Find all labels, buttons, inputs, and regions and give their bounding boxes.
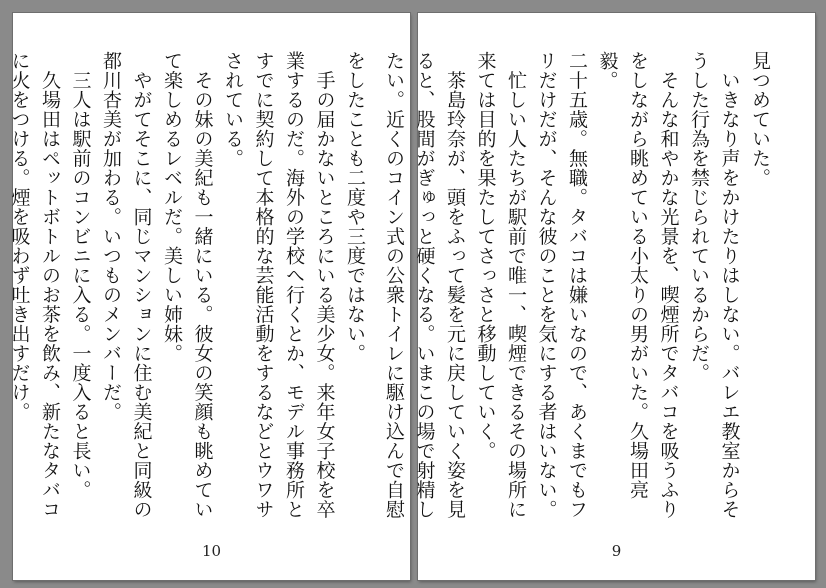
text-line: ると、股間がぎゅっと硬くなる。いまこの場で射精し (413, 51, 436, 519)
text-line: その妹の美紀も一緒にいる。彼女の笑顔も眺めてい (191, 51, 214, 519)
text-line: うした行為を禁じられているからだ。 (688, 51, 710, 383)
text-line: そんな和やかな光景を、喫煙所でタバコを吸うふり (657, 51, 680, 519)
text-line: をしたことも二度や三度ではない。 (344, 51, 366, 363)
text-line: て楽しめるレベルだ。美しい姉妹。 (161, 51, 183, 363)
text-line: 忙しい人たちが駅前で唯一、喫煙できるその場所に (505, 51, 527, 519)
text-line: やがてそこに、同じマンションに住む美紀と同級の (130, 51, 153, 519)
text-line: 都川杏美が加わる。いつものメンバーだ。 (100, 51, 122, 422)
text-line: 来ては目的を果たしてさっさと移動していく。 (474, 51, 497, 461)
text-line: されている。 (222, 51, 244, 168)
text-line: をしながら眺めている小太りの男がいた。久場田亮毅。 (596, 51, 649, 500)
text-line: 手の届かないところにいる美少女。来年女子校を卒 (313, 51, 336, 519)
text-line: に火をつける。煙を吸わず吐き出すだけ。 (8, 51, 31, 422)
text-line: すでに契約して本格的な芸能活動をするなどとウワサ (252, 51, 275, 519)
page-number: 9 (611, 542, 622, 560)
text-line: 久場田はペットボトルのお茶を飲み、新たなタバコ (39, 51, 61, 519)
right-page (383, 13, 815, 580)
page-number: 10 (201, 542, 222, 560)
left-page-text (8, 51, 370, 521)
text-line: 三人は駅前のコンビニに入る。一度入ると長い。 (69, 51, 92, 500)
text-line: たい。近くのコイン式の公衆トイレに駆け込んで自慰 (383, 51, 405, 519)
text-line: いきなり声をかけたりはしない。バレエ教室からそ (718, 51, 741, 519)
left-page (8, 13, 410, 580)
text-line: リだけだが、そんな彼のことを気にする者はいない。 (535, 51, 558, 519)
text-line: 見つめていた。 (749, 51, 771, 188)
text-line: 業するのだ。海外の学校へ行くとか、モデル事務所と (283, 51, 305, 519)
text-line: 二十五歳。無職。タバコは嫌いなので、あくまでもフ (566, 51, 588, 519)
right-page-text (383, 51, 775, 521)
text-line: 茶島玲奈が、頭をふって髪を元に戻していく姿を見 (444, 51, 466, 519)
